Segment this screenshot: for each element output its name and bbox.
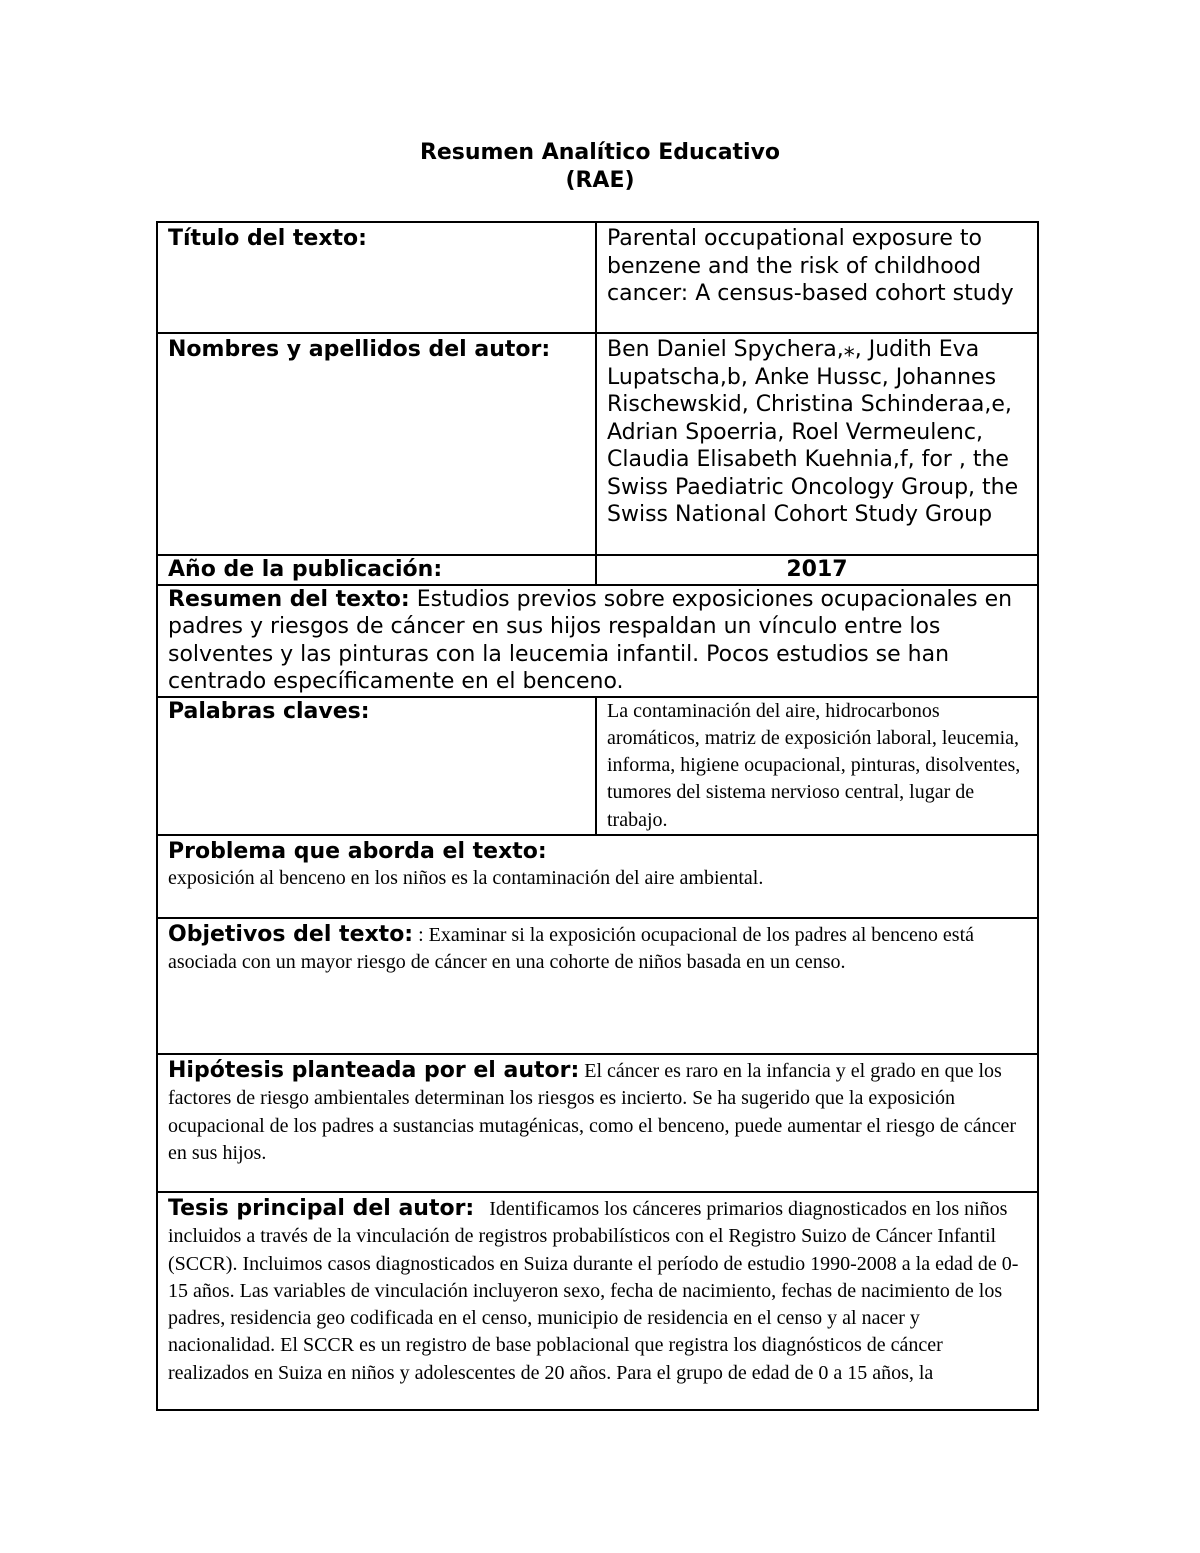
label-objetivos: Objetivos del texto: [168,921,414,947]
document-subtitle: (RAE) [565,168,635,193]
value-titulo: Parental occupational exposure to benzene and the risk of childhood cancer: A census-based cohort study [607,226,1014,306]
row-problema [157,835,1038,918]
value-palabras: La contaminación del aire, hidrocarbonos aromáticos, matriz de exposición laboral, leucemia, informa, higiene ocupacional, pinturas, disolventes, tumores del sistema nervioso central, lugar de trabajo. [607,699,1021,831]
cell-label-palabras [157,697,596,835]
label-hipotesis: Hipótesis planteada por el autor: [168,1057,580,1083]
cell-resumen [157,585,1038,697]
value-problema: exposición al benceno en los niños es la contaminación del aire ambiental. [168,866,764,889]
cell-hipotesis [157,1054,1038,1192]
rae-table [156,221,1039,1411]
cell-problema [157,835,1038,918]
value-tesis: Identificamos los cánceres primarios diagnosticados en los niños incluidos a través de la vinculación de registros probabilísticos con el Registro Suizo de Cáncer Infantil (SCCR). Incluimos casos diagnosticados en Suiza durante el período de estudio 1990-2008 a la edad de 0-15 años. Las variables de vinculación incluyeron sexo, fecha de nacimiento, fechas de nacimiento de los padres, residencia geo codificada en el censo, municipio de residencia en el censo y al nacer y nacionalidad. El SCCR es un registro de base poblacional que registra los diagnósticos de cáncer realizados en Suiza en niños y adolescentes de 20 años. Para el grupo de edad de 0 a 15 años, la [168,1197,1019,1384]
value-objetivos: : Examinar si la exposición ocupacional de los padres al benceno está asociada con un mayor riesgo de cáncer en una cohorte de niños basada en un censo. [168,923,975,974]
label-tesis: Tesis principal del autor: [168,1195,475,1221]
label-anio: Año de la publicación: [168,557,443,582]
row-hipotesis [157,1054,1038,1192]
cell-tesis [157,1192,1038,1410]
cell-value-palabras [596,697,1038,835]
row-titulo [157,222,1038,333]
row-autor [157,333,1038,555]
cell-value-autor [596,333,1038,555]
label-problema: Problema que aborda el texto: [168,838,547,864]
row-palabras [157,697,1038,835]
row-objetivos [157,918,1038,1054]
row-resumen [157,585,1038,697]
cell-objetivos [157,918,1038,1054]
label-autor: Nombres y apellidos del autor: [168,337,551,362]
label-resumen: Resumen del texto: [168,586,410,612]
value-resumen: Estudios previos sobre exposiciones ocupacionales en padres y riesgos de cáncer en sus hijos respaldan un vínculo entre los solventes y las pinturas con la leucemia infantil. Pocos estudios se han centrado específicamente en el benceno. [168,586,1013,694]
value-autor: Ben Daniel Spychera,⁎, Judith Eva Lupatscha,b, Anke Hussc, Johannes Rischewskid, Christina Schinderaa,e, Adrian Spoerria, Roel Vermeulenc, Claudia Elisabeth Kuehnia,f, for , the Swiss Paediatric Oncology Group, the Swiss National Cohort Study Group [607,337,1019,527]
row-tesis [157,1192,1038,1410]
value-hipotesis: El cáncer es raro en la infancia y el grado en que los factores de riesgo ambientales determinan los riesgos es incierto. Se ha sugerido que la exposición ocupacional de los padres a sustancias mutagénicas, como el benceno, puede aumentar el riesgo de cáncer en sus hijos. [168,1059,1016,1164]
cell-label-anio [157,555,596,585]
document-title: Resumen Analítico Educativo [419,140,781,165]
label-palabras: Palabras claves: [168,698,370,724]
cell-value-anio [596,555,1038,585]
value-anio: 2017 [786,557,848,582]
label-titulo: Título del texto: [168,226,367,251]
cell-value-titulo [596,222,1038,333]
cell-label-autor [157,333,596,555]
cell-label-titulo [157,222,596,333]
row-anio [157,555,1038,585]
